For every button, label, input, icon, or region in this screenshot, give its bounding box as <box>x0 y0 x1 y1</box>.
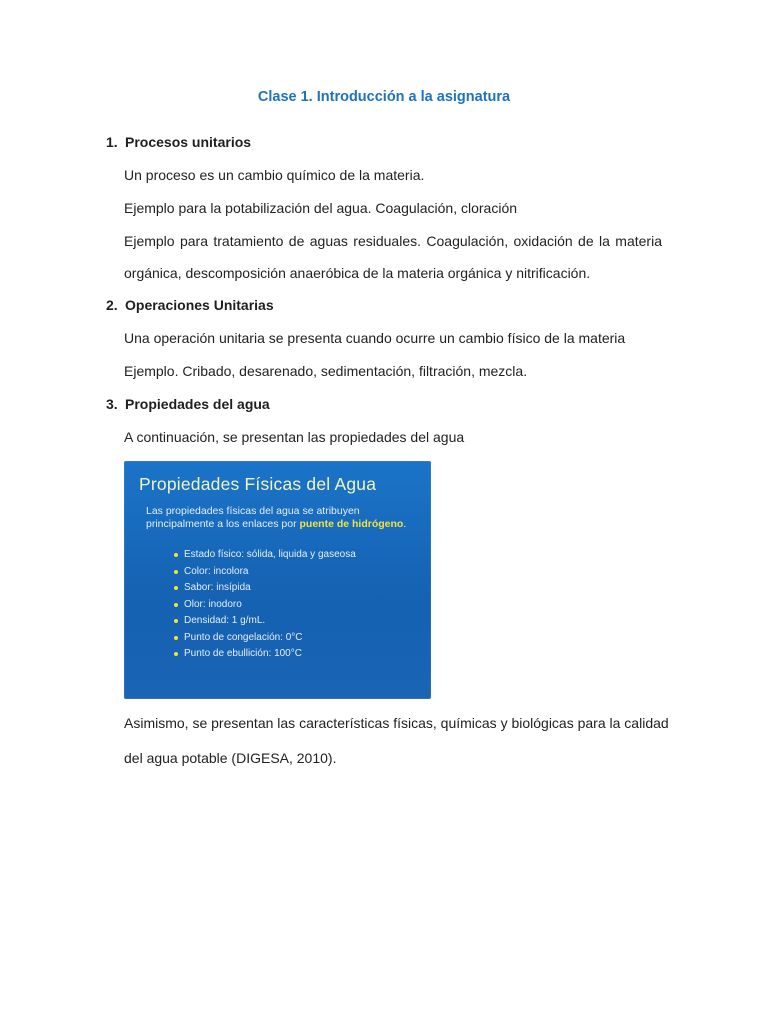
section-number: 3. <box>106 396 118 412</box>
paragraph: Ejemplo para la potabilización del agua. Coagulación, cloración <box>124 200 518 216</box>
paragraph: Un proceso es un cambio químico de la materia. <box>124 167 425 183</box>
slide-bullet-list <box>174 547 356 663</box>
slide-bullet: Densidad: 1 g/mL. <box>174 613 356 630</box>
slide-bullet: Estado físico: sólida, liquida y gaseosa <box>174 547 356 564</box>
paragraph: Asimismo, se presentan las características físicas, químicas y biológicas para la calidad <box>124 715 669 731</box>
slide-image-propiedades-fisicas <box>124 461 431 699</box>
document-title: Clase 1. Introducción a la asignatura <box>257 89 511 105</box>
paragraph: A continuación, se presentan las propiedades del agua <box>124 429 465 445</box>
slide-bullet: Color: incolora <box>174 564 356 581</box>
slide-title: Propiedades Físicas del Agua <box>139 474 377 494</box>
slide-bullet: Punto de ebullición: 100°C <box>174 646 356 663</box>
slide-intro-text: Las propiedades físicas del agua se atribuyen principalmente a los enlaces por <box>146 505 360 530</box>
paragraph: Una operación unitaria se presenta cuando ocurre un cambio físico de la materia <box>124 330 626 346</box>
slide-bullet: Olor: inodoro <box>174 597 356 614</box>
slide-bullet: Punto de congelación: 0°C <box>174 630 356 647</box>
section-title: Propiedades del agua <box>125 396 270 412</box>
section-number: 1. <box>106 134 118 150</box>
paragraph: Ejemplo para tratamiento de aguas residuales. Coagulación, oxidación de la materia <box>124 233 662 249</box>
section-title: Procesos unitarios <box>125 134 252 150</box>
slide-intro <box>146 505 416 531</box>
slide-bullet: Sabor: insípida <box>174 580 356 597</box>
slide-intro-end: . <box>403 518 407 530</box>
section-number: 2. <box>106 297 118 313</box>
section-title: Operaciones Unitarias <box>125 297 274 313</box>
paragraph: del agua potable (DIGESA, 2010). <box>124 750 337 766</box>
section-heading-operaciones-unitarias <box>106 297 274 313</box>
paragraph: Ejemplo. Cribado, desarenado, sedimentación, filtración, mezcla. <box>124 363 528 379</box>
slide-intro-highlight: puente de hidrógeno <box>299 518 404 530</box>
paragraph: orgánica, descomposición anaeróbica de la materia orgánica y nitrificación. <box>124 265 591 281</box>
section-heading-propiedades-del-agua <box>106 396 270 412</box>
section-heading-procesos-unitarios <box>106 134 251 150</box>
